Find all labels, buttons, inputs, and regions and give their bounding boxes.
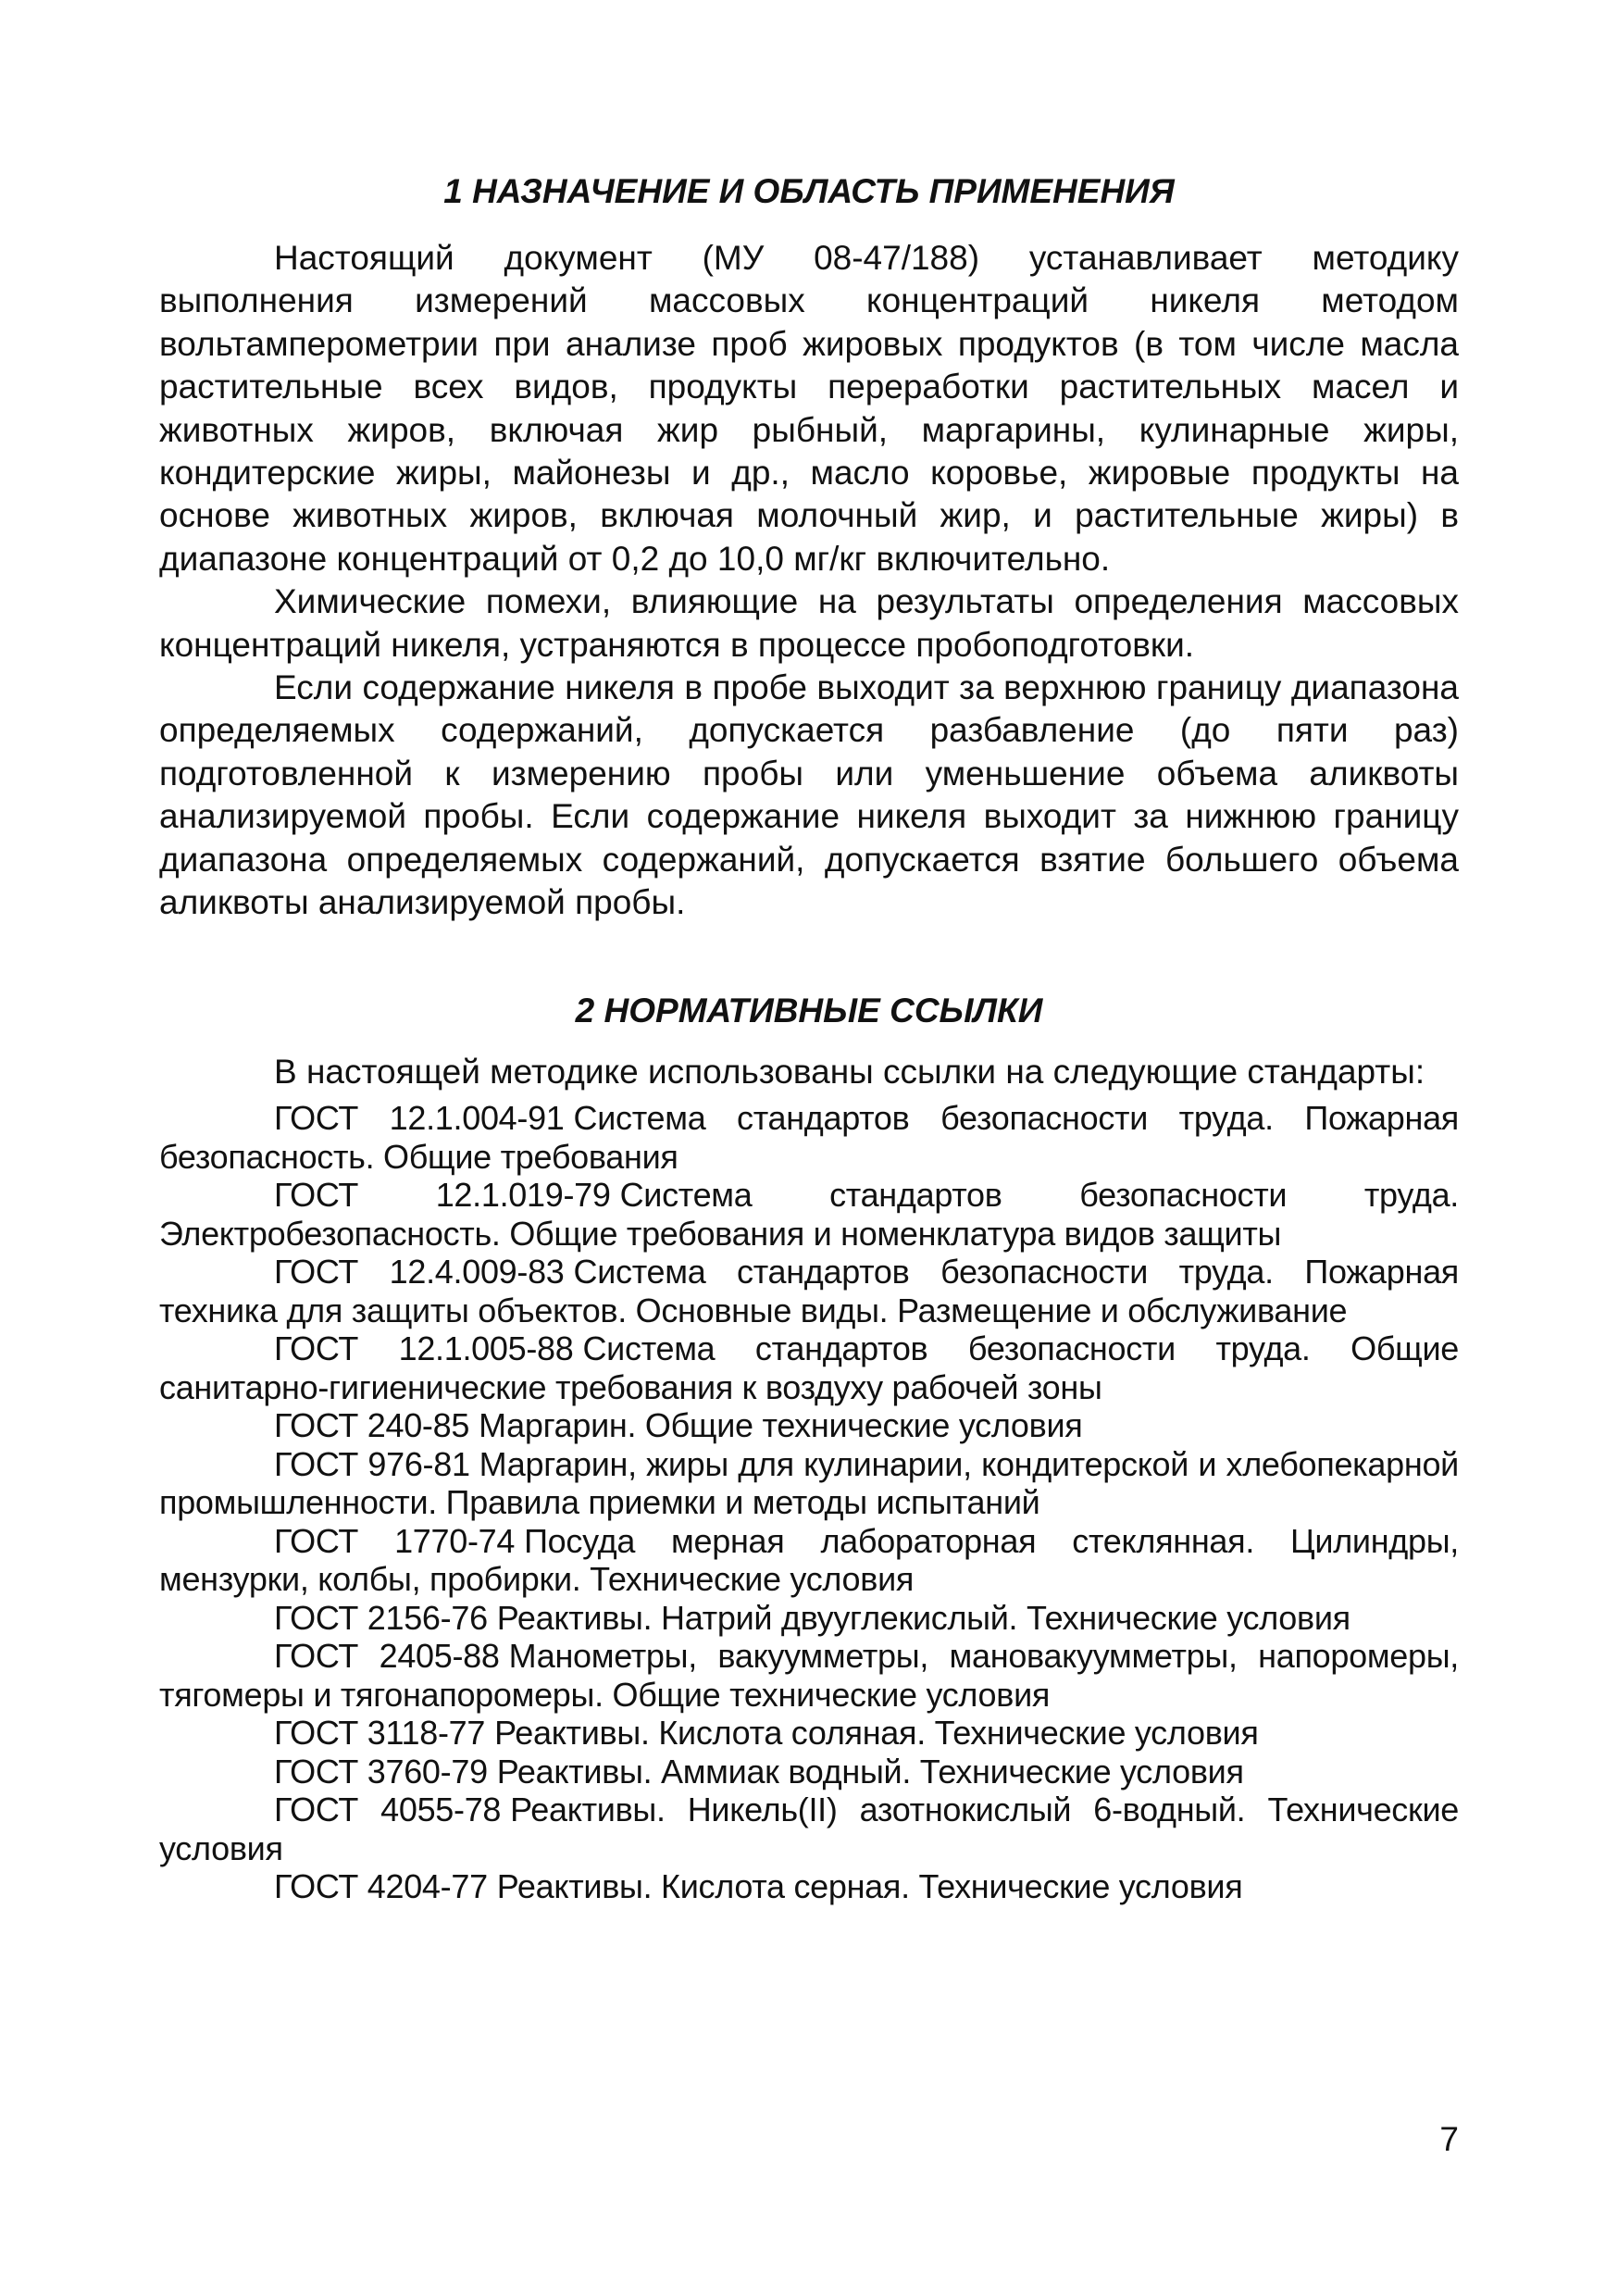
paragraph: Химические помехи, влияющие на результаты определения массовых концентраций никеля, устраняются в процессе пробоподготовки. — [159, 582, 1459, 664]
reference-text: Реактивы. Аммиак водный. Технические условия — [496, 1752, 1244, 1791]
paragraph: Если содержание никеля в пробе выходит за верхнюю границу диапазона определяемых содержаний, допускается разбавление (до пяти раз) подготовленной к измерению пробы или уменьшение объема аликвоты анализируемой пробы. Если содержание никеля выходит за нижнюю границу диапазона определяемых содержаний, допускается взятие большего объема аликвоты анализируемой пробы. — [159, 668, 1459, 922]
references-list — [159, 1099, 1459, 1906]
reference-item — [159, 1329, 1459, 1406]
reference-code: ГОСТ 1770-74 — [274, 1521, 516, 1560]
reference-text: Посуда мерная лабораторная стеклянная. Цилиндры, мензурки, колбы, пробирки. Технические условия — [159, 1521, 1459, 1599]
reference-text: Маргарин, жиры для кулинарии, кондитерской и хлебопекарной промышленности. Правила приемки и методы испытаний — [159, 1444, 1459, 1522]
reference-text: Реактивы. Никель(II) азотнокислый 6-водный. Технические условия — [159, 1791, 1459, 1867]
reference-item — [159, 1099, 1459, 1176]
reference-code: ГОСТ 12.4.009-83 — [274, 1253, 565, 1292]
reference-code: ГОСТ 4055-78 — [274, 1791, 502, 1829]
reference-code: ГОСТ 2405-88 — [274, 1637, 500, 1676]
document-page — [159, 0, 1459, 2296]
reference-item — [159, 1599, 1459, 1638]
section-2-body — [159, 1051, 1459, 1906]
reference-item — [159, 1637, 1459, 1714]
section-1-body — [159, 237, 1459, 925]
paragraph: Настоящий документ (МУ 08-47/188) устанавливает методику выполнения измерений массовых концентраций никеля методом вольтамперометрии при анализе проб жировых продуктов (в том числе масла растительные всех видов, продукты переработки растительных масел и животных жиров, включая жир рыбный, маргарины, кулинарные жиры, кондитерские жиры, майонезы и др., масло коровье, жировые продукты на основе животных жиров, включая молочный жир, и растительные жиры) в диапазоне концентраций от 0,2 до 10,0 мг/кг включительно. — [159, 239, 1459, 578]
reference-code: ГОСТ 240-85 — [274, 1406, 470, 1445]
reference-item — [159, 1406, 1459, 1445]
reference-code: ГОСТ 12.1.019-79 — [274, 1176, 611, 1215]
reference-code: ГОСТ 4204-77 — [274, 1867, 488, 1906]
reference-item — [159, 1445, 1459, 1522]
references-intro: В настоящей методике использованы ссылки на следующие стандарты: — [274, 1053, 1425, 1091]
reference-item — [159, 1791, 1459, 1867]
reference-item — [159, 1753, 1459, 1791]
reference-text: Система стандартов безопасности труда. Пожарная техника для защиты объектов. Основные виды. Размещение и обслуживание — [159, 1253, 1459, 1329]
reference-text: Реактивы. Кислота соляная. Технические условия — [494, 1714, 1259, 1753]
reference-code: ГОСТ 12.1.004-91 — [274, 1099, 565, 1138]
reference-text: Реактивы. Натрий двууглекислый. Технические условия — [496, 1598, 1350, 1637]
reference-text: Система стандартов безопасности труда. Пожарная безопасность. Общие требования — [159, 1099, 1459, 1176]
reference-text: Реактивы. Кислота серная. Технические условия — [496, 1867, 1243, 1906]
reference-item — [159, 1253, 1459, 1329]
reference-text: Манометры, вакуумметры, мановакуумметры, напоромеры, тягомеры и тягонапоромеры. Общие технические условия — [159, 1637, 1459, 1714]
section-1-title: 1 НАЗНАЧЕНИЕ И ОБЛАСТЬ ПРИМЕНЕНИЯ — [443, 172, 1175, 210]
reference-code: ГОСТ 3760-79 — [274, 1752, 488, 1791]
reference-code: ГОСТ 12.1.005-88 — [274, 1329, 574, 1368]
reference-code: ГОСТ 976-81 — [274, 1444, 470, 1483]
reference-item — [159, 1522, 1459, 1599]
reference-text: Система стандартов безопасности труда. Электробезопасность. Общие требования и номенклатура видов защиты — [159, 1176, 1459, 1253]
reference-item — [159, 1714, 1459, 1753]
section-2-title: 2 НОРМАТИВНЫЕ ССЫЛКИ — [575, 992, 1043, 1029]
reference-text: Маргарин. Общие технические условия — [479, 1406, 1083, 1445]
reference-item — [159, 1176, 1459, 1253]
page-number: 7 — [1439, 2120, 1459, 2158]
reference-code: ГОСТ 3118-77 — [274, 1714, 486, 1753]
reference-item — [159, 1867, 1459, 1906]
reference-text: Система стандартов безопасности труда. Общие санитарно-гигиенические требования к воздуху рабочей зоны — [159, 1329, 1459, 1406]
reference-code: ГОСТ 2156-76 — [274, 1598, 488, 1637]
